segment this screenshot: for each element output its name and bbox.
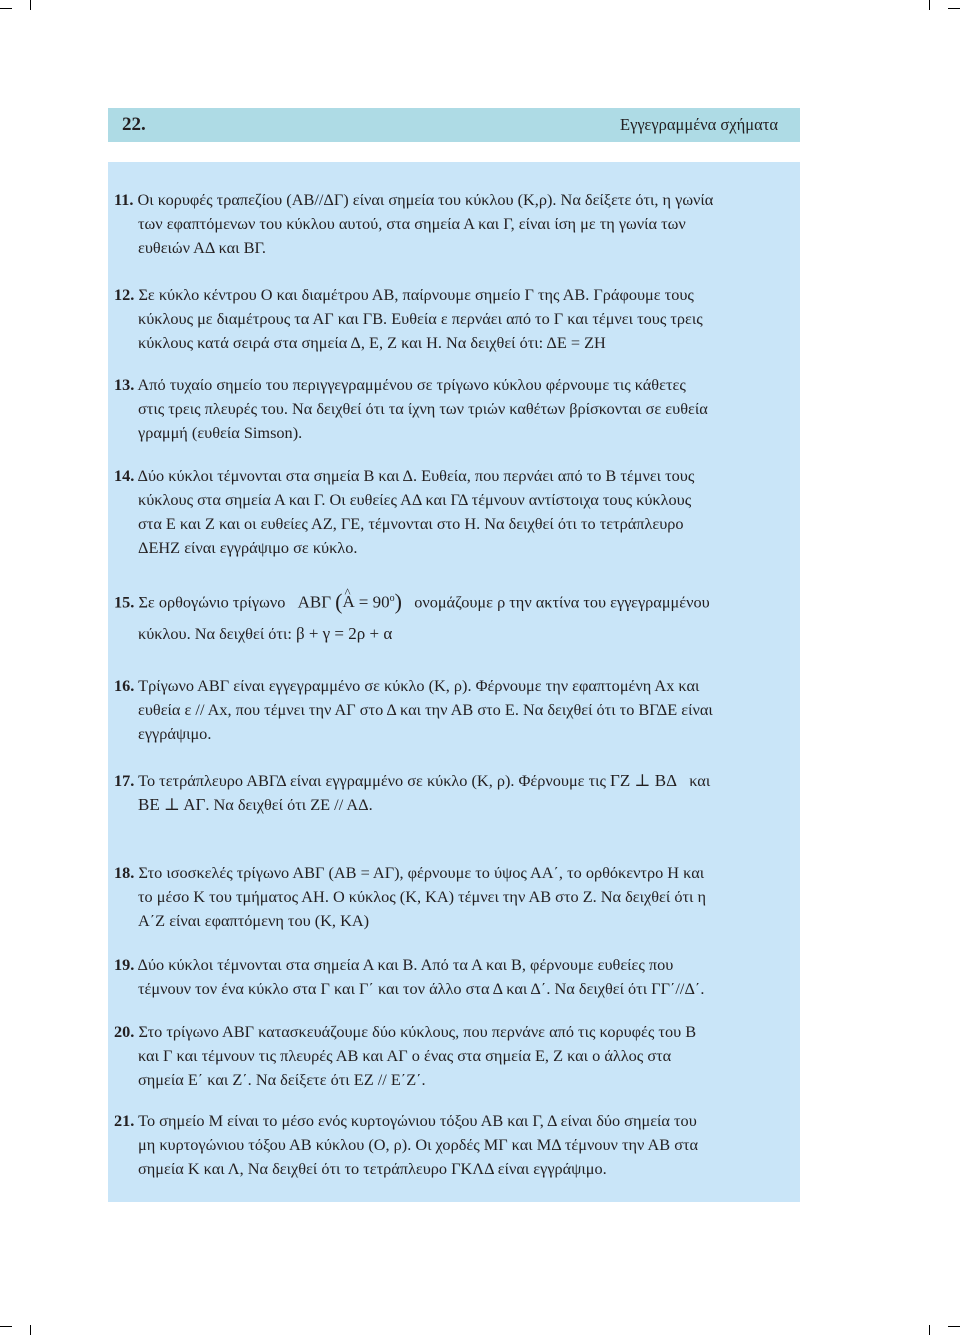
exercise-panel — [108, 162, 800, 1202]
section-title: Εγγεγραμμένα σχήματα — [620, 115, 778, 134]
exercise-text-line: Στο ισοσκελές τρίγωνο ΑΒΓ (ΑΒ = ΑΓ), φέρνουμε το ύψος ΑΑ΄, το ορθόκεντρο Η και — [138, 863, 705, 882]
exercise-text-line: στις τρεις πλευρές του. Να δειχθεί ότι τα ίχνη των τριών καθέτων βρίσκονται σε ευθεία — [138, 399, 708, 418]
exercise-number: 14. — [114, 466, 135, 485]
exercise-text-line: κύκλους με διαμέτρους τα ΑΓ και ΓΒ. Ευθεία ε περνάει από το Γ και τέμνει τους τρεις — [138, 309, 703, 328]
exercise-text-line: ευθεία ε // Αx, που τέμνει την ΑΓ στο Δ και την ΑΒ στο Ε. Να δειχθεί ότι το ΒΓΔΕ είναι — [138, 700, 713, 719]
exercise-text-line: Στο τρίγωνο ΑΒΓ κατασκευάζουμε δύο κύκλους, που περνάνε από τις κορυφές του Β — [138, 1022, 697, 1041]
exercise-text-line: Το σημείο Μ είναι το μέσο ενός κυρτογώνιου τόξου ΑΒ και Γ, Δ είναι δύο σημεία του — [138, 1111, 697, 1130]
exercise-text-line: Τρίγωνο ΑΒΓ είναι εγγεγραμμένο σε κύκλο (Κ, ρ). Φέρνουμε την εφαπτομένη Αx και — [138, 676, 700, 695]
degree-mark: ο — [389, 593, 395, 604]
crop-mark — [929, 1325, 930, 1335]
exercise-number: 11. — [114, 190, 134, 209]
exercise-text-fragment: κύκλου. Να δειχθεί ότι: — [138, 624, 292, 643]
exercise-text-line: γραμμή (ευθεία Simson). — [138, 423, 303, 442]
formula: β + γ = 2ρ + α — [295, 624, 393, 643]
exercise-number: 16. — [114, 676, 135, 695]
exercise-text-line: κύκλους στα σημεία Α και Γ. Οι ευθείες ΑΔ και ΓΔ τέμνουν αντίστοιχα τους κύκλους — [138, 490, 692, 509]
exercise-text-line: Οι κορυφές τραπεζίου (ΑΒ//ΔΓ) είναι σημεία του κύκλου (Κ,ρ). Να δείξετε ότι, η γωνία — [137, 190, 714, 209]
exercise-text-line: Δύο κύκλοι τέμνονται στα σημεία Α και Β. Από τα Α και Β, φέρνουμε ευθείες που — [137, 955, 674, 974]
exercise-text-line: ΔΕΗΖ είναι εγγράψιμο σε κύκλο. — [138, 538, 358, 557]
crop-mark — [929, 0, 930, 10]
exercise-number: 19. — [114, 955, 135, 974]
angle-value: = 90 — [358, 592, 390, 612]
exercise-text-line: σημεία Κ και Λ, Να δειχθεί ότι το τετράπλευρο ΓΚΛΔ είναι εγγράψιμο. — [138, 1159, 607, 1178]
crop-mark — [948, 1326, 960, 1327]
exercise-number: 15. — [114, 592, 135, 612]
exercise-text-line: των εφαπτόμενων του κύκλου αυτού, στα σημεία Α και Γ, είναι ίση με τη γωνία των — [138, 214, 686, 233]
exercise-text-line: και Γ και τέμνουν τις πλευρές ΑΒ και ΑΓ ο ένας στα σημεία Ε, Ζ και ο άλλος στα — [138, 1046, 672, 1065]
exercise-text-line: Δύο κύκλοι τέμνονται στα σημεία Β και Δ. Ευθεία, που περνάει από το Β τέμνει τους — [137, 466, 695, 485]
exercise-number: 13. — [114, 375, 135, 394]
close-paren: ) — [394, 589, 402, 615]
crop-mark — [0, 8, 12, 9]
exercise-text-line: Από τυχαίο σημείο του περιγγεγραμμένου σε τρίγωνο κύκλου φέρνουμε τις κάθετες — [137, 375, 686, 394]
crop-mark — [0, 1326, 12, 1327]
exercise-number: 17. — [114, 771, 135, 790]
exercise-text-fragment: ονομάζουμε ρ την ακτίνα του εγγεγραμμένου — [414, 592, 710, 612]
exercise-text-fragment: . Να δειχθεί ότι ΖΕ // ΑΔ. — [205, 795, 373, 814]
crop-mark — [30, 0, 31, 10]
exercise-number: 12. — [114, 285, 135, 304]
exercise-text-line: εγγράψιμο. — [138, 724, 212, 743]
exercise-text-line: στα Ε και Ζ και οι ευθείες ΑΖ, ΓΕ, τέμνονται στο Η. Να δειχθεί ότι το τετράπλευρο — [138, 514, 684, 533]
exercise-text-fragment: Το τετράπλευρο ΑΒΓΔ είναι εγγραμμένο σε κύκλο (Κ, ρ). Φέρνουμε τις — [138, 771, 606, 790]
exercise-text-line: τέμνουν τον ένα κύκλο στα Γ και Γ΄ και τον άλλο στα Δ και Δ΄. Να δειχθεί ότι ΓΓ΄//Δ΄. — [138, 979, 705, 998]
triangle-symbol: ΑΒΓ — [297, 592, 332, 612]
exercise-number: 20. — [114, 1022, 135, 1041]
angle-symbol: ^ Α — [342, 591, 354, 613]
exercise-text-fragment: Σε ορθογώνιο τρίγωνο — [138, 592, 286, 612]
formula: ΓΖ ⊥ ΒΔ — [610, 771, 678, 790]
exercise-text-line: Α΄Ζ είναι εφαπτόμενη του (Κ, ΚΑ) — [138, 911, 370, 930]
page-number: 22. — [122, 114, 146, 135]
exercise-text-line: μη κυρτογώνιου τόξου ΑΒ κύκλου (Ο, ρ). Οι χορδές ΜΓ και ΜΔ τέμνουν την ΑΒ στα — [138, 1135, 699, 1154]
exercise-text-line: το μέσο Κ του τμήματος ΑΗ. Ο κύκλος (Κ, ΚΑ) τέμνει την ΑΒ στο Ζ. Να δειχθεί ότι η — [138, 887, 706, 906]
exercise-text-line: Σε κύκλο κέντρου Ο και διαμέτρου ΑΒ, παίρνουμε σημείο Γ της ΑΒ. Γράφουμε τους — [138, 285, 694, 304]
exercise-text-line: κύκλους κατά σειρά στα σημεία Δ, Ε, Ζ και Η. Να δειχθεί ότι: ΔΕ = ΖΗ — [138, 333, 606, 352]
crop-mark — [30, 1325, 31, 1335]
exercise-text-line: σημεία Ε΄ και Ζ΄. Να δείξετε ότι ΕΖ // Ε΄Ζ΄. — [138, 1070, 426, 1089]
exercise-text-fragment: και — [689, 771, 711, 790]
page-header — [108, 108, 800, 142]
exercise-number: 21. — [114, 1111, 135, 1130]
exercise-text-line: ευθειών ΑΔ και ΒΓ. — [138, 238, 266, 257]
open-paren: ( — [335, 589, 343, 615]
crop-mark — [948, 8, 960, 9]
formula: ΒΕ ⊥ ΑΓ — [138, 795, 206, 814]
exercise-number: 18. — [114, 863, 135, 882]
